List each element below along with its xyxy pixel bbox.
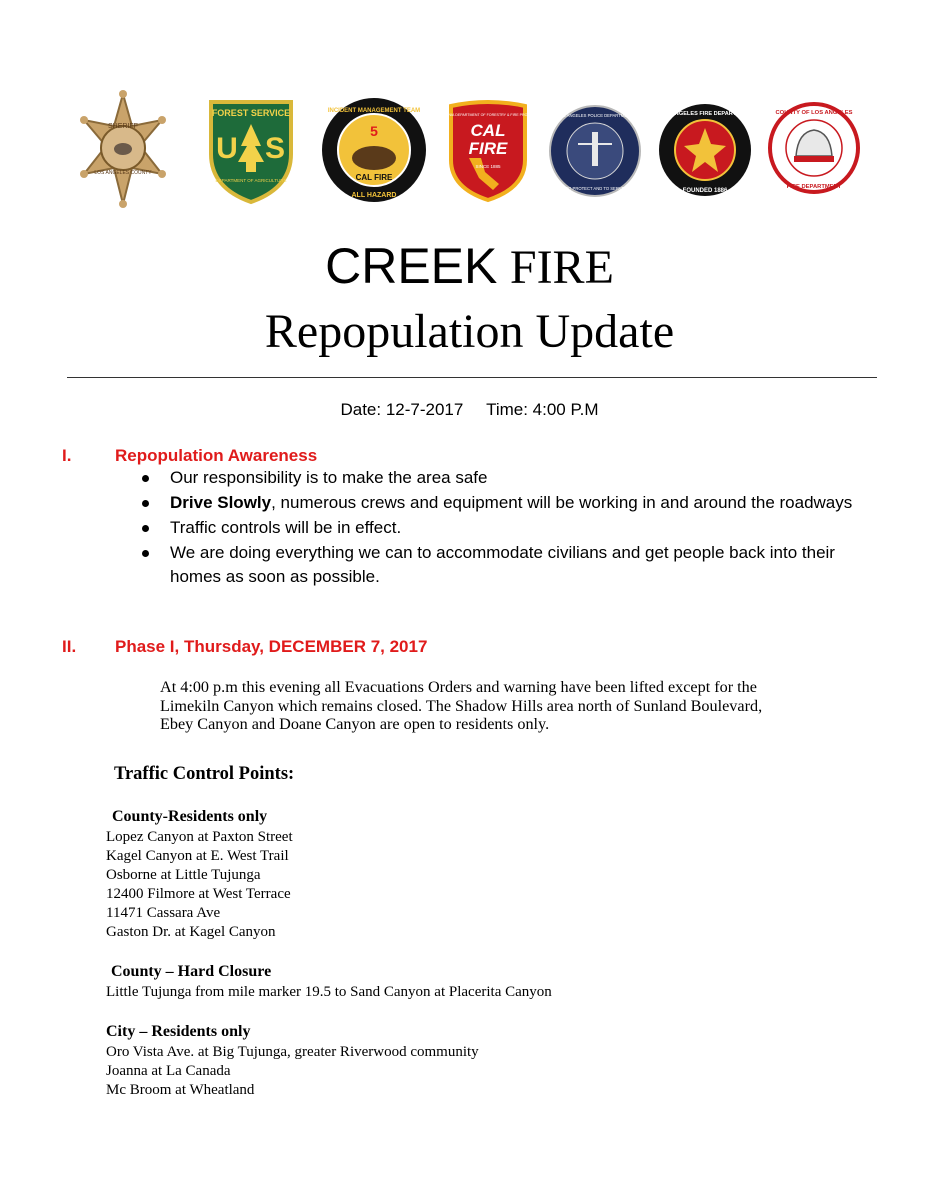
location-line: Oro Vista Ave. at Big Tujunga, greater Riverwood community bbox=[106, 1044, 479, 1060]
forest-service-text: FOREST SERVICE bbox=[211, 108, 291, 118]
cal-fire-dept-text: CALIFORNIA DEPARTMENT OF FORESTRY & FIRE PROTECTION bbox=[432, 113, 544, 117]
paragraph-line: At 4:00 p.m this evening all Evacuations Orders and warning have been lifted except for the bbox=[160, 678, 757, 696]
date-text: Date: 12-7-2017 bbox=[340, 400, 464, 419]
lapd-seal-logo bbox=[548, 104, 642, 198]
forest-service-s: S bbox=[264, 132, 286, 165]
bullet-dot bbox=[142, 525, 149, 532]
group-lines-city-residents bbox=[106, 1043, 479, 1100]
incident-management-team-logo bbox=[320, 96, 428, 204]
paragraph-line: Ebey Canyon and Doane Canyon are open to residents only. bbox=[160, 715, 550, 734]
location-line: 12400 Filmore at West Terrace bbox=[106, 886, 291, 902]
bullet-item: Traffic controls will be in effect. bbox=[142, 516, 862, 540]
forest-service-dept-text: DEPARTMENT OF AGRICULTURE bbox=[215, 178, 287, 183]
bullet-item: We are doing everything we can to accommodate civilians and get people back into their homes as soon as possible. bbox=[142, 541, 862, 589]
cal-fire-since-text: SINCE 1885 bbox=[475, 164, 501, 169]
sheriff-logo-county-text: LOS ANGELES COUNTY bbox=[94, 170, 152, 176]
dateline bbox=[0, 400, 939, 420]
section-2-paragraph bbox=[160, 678, 880, 734]
lacofd-county-text: COUNTY OF LOS ANGELES bbox=[775, 110, 853, 116]
imt-calfire: CAL FIRE bbox=[355, 173, 393, 182]
section-2-title: Phase I, Thursday, DECEMBER 7, 2017 bbox=[115, 637, 428, 656]
location-line: Osborne at Little Tujunga bbox=[106, 867, 261, 883]
group-title-county-hard-closure: County – Hard Closure bbox=[111, 963, 272, 980]
imt-all-hazard: ALL HAZARD bbox=[351, 192, 397, 199]
location-line: Little Tujunga from mile marker 19.5 to Sand Canyon at Placerita Canyon bbox=[106, 984, 552, 1000]
lacofd-dept-text: FIRE DEPARTMENT bbox=[786, 184, 842, 190]
lapd-motto-text: TO PROTECT AND TO SERVE bbox=[565, 186, 625, 191]
location-line: Mc Broom at Wheatland bbox=[106, 1082, 255, 1098]
sheriff-star-logo bbox=[82, 92, 164, 208]
title-fire: FIRE bbox=[509, 241, 614, 294]
bullet-item: Our responsibility is to make the area safe bbox=[142, 466, 862, 490]
lafd-seal-logo bbox=[658, 102, 752, 198]
section-1-bullets bbox=[142, 466, 862, 590]
document-title-line1 bbox=[0, 236, 939, 298]
bullet-dot bbox=[142, 550, 149, 557]
title-creek: CREEK bbox=[325, 238, 498, 294]
document-title-line2: Repopulation Update bbox=[264, 305, 675, 358]
forest-service-logo bbox=[207, 96, 295, 204]
imt-number: 5 bbox=[370, 123, 378, 139]
location-line: Joanna at La Canada bbox=[106, 1063, 231, 1079]
cal-fire-cal-text: CAL bbox=[470, 121, 506, 140]
paragraph-line: Limekiln Canyon which remains closed. The Shadow Hills area north of Sunland Boulevard, bbox=[160, 696, 763, 715]
group-title-city-residents: City – Residents only bbox=[106, 1023, 251, 1040]
forest-service-u: U bbox=[216, 132, 238, 165]
sheriff-logo-text: SHERIFF bbox=[108, 123, 138, 130]
bullet-bold: Drive Slowly bbox=[170, 493, 272, 512]
location-line: Lopez Canyon at Paxton Street bbox=[106, 829, 293, 845]
group-lines-county-residents bbox=[106, 828, 293, 942]
group-lines-county-hard-closure bbox=[106, 983, 552, 1002]
cal-fire-fire-text: FIRE bbox=[468, 139, 508, 158]
section-1-title: Repopulation Awareness bbox=[115, 446, 318, 465]
group-title-county-residents: County-Residents only bbox=[112, 808, 268, 825]
location-line: 11471 Cassara Ave bbox=[106, 905, 221, 921]
location-line: Kagel Canyon at E. West Trail bbox=[106, 848, 289, 864]
location-line: Gaston Dr. at Kagel Canyon bbox=[106, 924, 276, 940]
section-2-number: II. bbox=[62, 637, 77, 656]
time-text: Time: 4:00 P.M bbox=[486, 400, 599, 419]
lafd-founded-text: FOUNDED 1886 bbox=[682, 188, 728, 194]
lafd-text: LOS ANGELES FIRE DEPARTMENT bbox=[657, 111, 753, 117]
bullet-dot bbox=[142, 500, 149, 507]
agency-logos-row bbox=[80, 92, 870, 212]
title-divider bbox=[67, 377, 877, 378]
traffic-control-heading: Traffic Control Points: bbox=[114, 764, 295, 784]
lapd-text: LOS ANGELES POLICE DEPARTMENT bbox=[557, 113, 633, 118]
bullet-item: Drive Slowly, numerous crews and equipment will be working in and around the roadways bbox=[142, 491, 862, 515]
cal-fire-logo bbox=[432, 98, 544, 202]
section-1-number: I. bbox=[62, 446, 72, 465]
imt-title: INCIDENT MANAGEMENT TEAM bbox=[327, 108, 421, 114]
lacofd-logo bbox=[768, 100, 860, 196]
bullet-dot bbox=[142, 475, 149, 482]
